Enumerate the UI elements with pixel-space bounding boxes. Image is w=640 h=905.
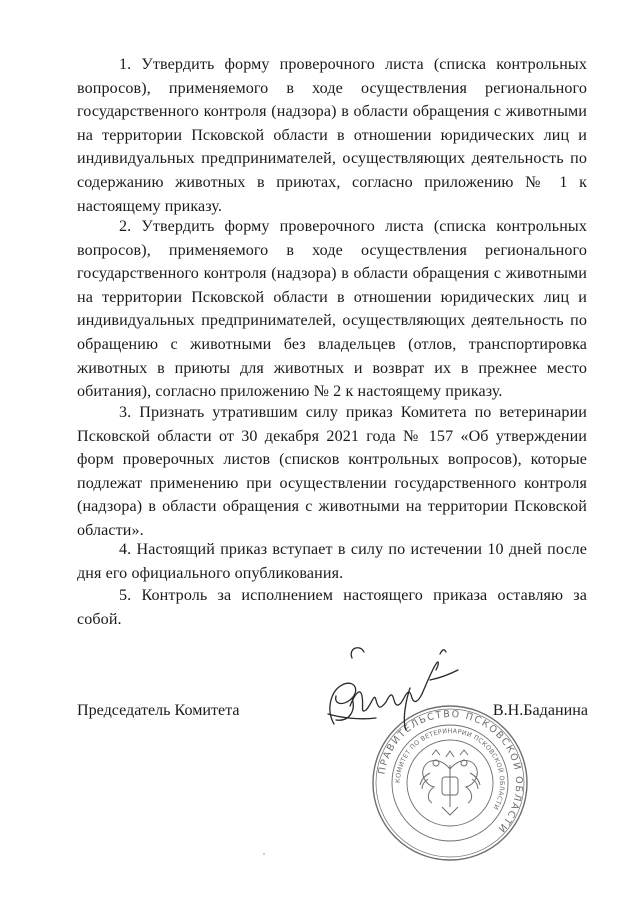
scan-speck	[263, 853, 265, 855]
paragraph-1: 1. Утвердить форму проверочного листа (списка контрольных вопросов), применяемого в ходе осуществления регионального государственного контроля (надзора) в области обращения с животными на территории Псковской области в отношении юридических лиц и индивидуальных предпринимателей, осуществляющих деятельность по содержанию животных в приютах, согласно приложению № 1 к настоящему приказу.	[77, 56, 587, 215]
signature-image	[290, 640, 470, 750]
paragraph-5: 5. Контроль за исполнением настоящего приказа оставляю за собой.	[77, 587, 587, 628]
seal-inner-text: КОМИТЕТ ПО ВЕТЕРИНАРИИ ПСКОВСКОЙ ОБЛАСТИ	[393, 726, 507, 812]
signatory-name: В.Н.Баданина	[492, 702, 588, 719]
paragraph-3: 3. Признать утратившим силу приказ Комитета по ветеринарии Псковской области от 30 декабря 2021 года № 157 «Об утверждении форм проверочных листов (списков контрольных вопросов), которые подлежат применению при осуществлении государственного контроля (надзора) в области обращения с животными на территории Псковской области».	[77, 404, 587, 539]
paragraph-4: 4. Настоящий приказ вступает в силу по истечении 10 дней после дня его официального опубликования.	[77, 541, 587, 582]
paragraph-2: 2. Утвердить форму проверочного листа (списка контрольных вопросов), применяемого в ходе осуществления регионального государственного контроля (надзора) в области обращения с животными на территории Псковской области в отношении юридических лиц и индивидуальных предпринимателей, осуществляющих деятельность по обращению с животными без владельцев (отлов, транспортировка животных в приюты для животных и возврат их в прежнее место обитания), согласно приложению № 2 к настоящему приказу.	[77, 218, 587, 401]
signatory-title: Председатель Комитета	[77, 702, 240, 719]
coat-of-arms-icon	[420, 750, 480, 815]
seal-outer-text: ПРАВИТЕЛЬСТВО ПСКОВСКОЙ ОБЛАСТИ	[376, 708, 525, 835]
